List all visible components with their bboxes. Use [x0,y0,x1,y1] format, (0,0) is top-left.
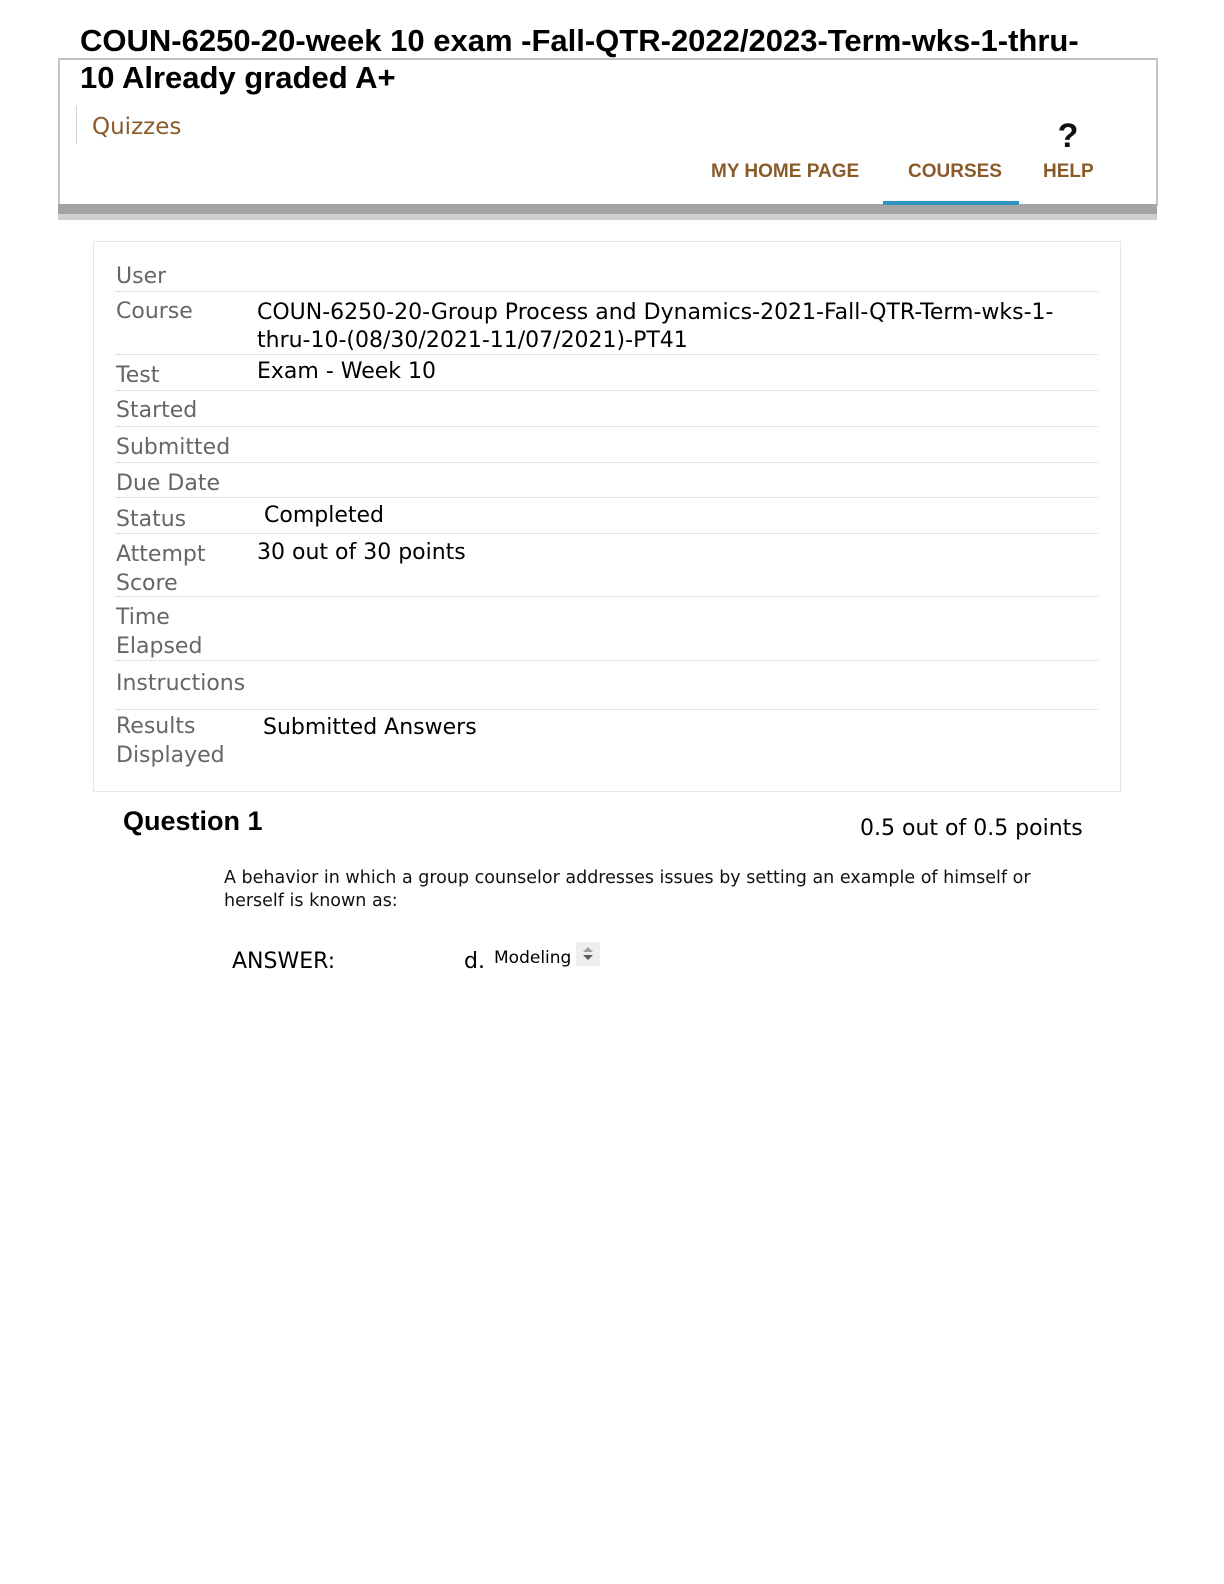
info-value-attempt-score: 30 out of 30 points [257,540,466,565]
answer-letter: d. [464,949,485,974]
info-row-started [116,390,1098,427]
sort-arrows-icon [576,942,600,966]
nav-courses[interactable]: COURSES [908,161,1002,182]
sort-arrows-icon-graphic [576,942,600,966]
answer-text: Modeling [494,948,572,968]
help-icon[interactable]: ? [1057,117,1079,155]
question-points: 0.5 out of 0.5 points [860,816,1083,841]
info-value-results-displayed: Submitted Answers [263,715,477,740]
question-title: Question 1 [123,806,263,836]
breadcrumb-divider [76,106,77,144]
info-row-status [116,497,1098,534]
info-value-course: COUN-6250-20-Group Process and Dynamics-2021-Fall-QTR-Term-wks-1- thru-10-(08/30/2021-11/07/2021)-PT41 [257,300,1054,353]
info-label-time-elapsed: Time Elapsed [116,605,203,659]
info-label-due-date: Due Date [116,471,220,496]
info-row-test [116,354,1098,391]
info-row-user [116,262,1098,292]
info-value-test: Exam - Week 10 [257,359,437,384]
nav-my-home-page[interactable]: MY HOME PAGE [711,161,860,182]
info-value-status: Completed [264,503,384,528]
info-row-course [116,291,1098,355]
info-row-instructions [116,660,1098,710]
info-row-attempt-score [116,533,1098,597]
info-row-time-elapsed [116,596,1098,661]
nav-help[interactable]: HELP [1043,161,1094,182]
info-label-attempt-score: Attempt Score [116,542,206,596]
info-label-submitted: Submitted [116,435,231,460]
info-label-test: Test [116,363,160,388]
info-row-due-date [116,462,1098,498]
info-label-results-displayed: Results Displayed [116,714,225,768]
question-text: A behavior in which a group counselor addresses issues by setting an example of himself or herself is known as: [224,868,1031,911]
info-label-user: User [116,264,167,289]
info-label-instructions: Instructions [116,671,246,696]
info-label-course: Course [116,299,193,324]
nav-active-indicator [883,201,1019,205]
page-title: COUN-6250-20-week 10 exam -Fall-QTR-2022/2023-Term-wks-1-thru-10 Already graded A+ [80,23,1079,95]
info-label-status: Status [116,507,187,532]
info-row-results-displayed [116,709,1098,771]
header-divider-bar [58,204,1157,220]
info-label-started: Started [116,398,198,423]
answer-label: ANSWER: [232,949,336,974]
info-row-submitted [116,426,1098,463]
breadcrumb-quizzes-link[interactable]: Quizzes [92,114,182,140]
